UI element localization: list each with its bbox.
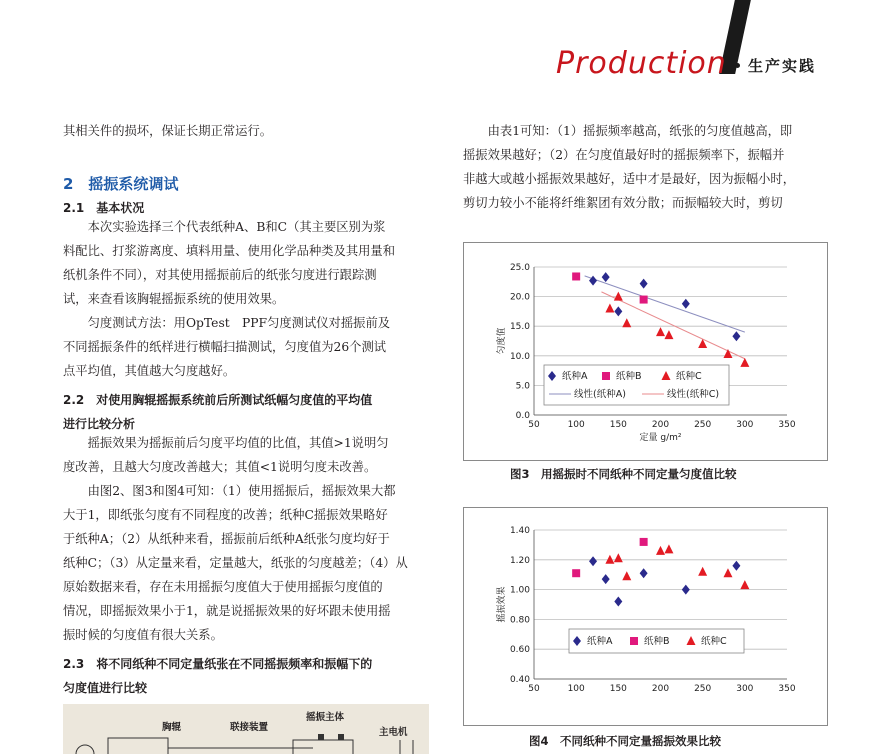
data-point (723, 568, 732, 577)
legend-marker (630, 637, 638, 645)
paragraph-line: 度改善，且越大匀度改善越大；其值<1说明匀度未改善。 (63, 460, 377, 474)
figure-3-caption: 图3 用摇振时不同纸种不同定量匀度值比较 (510, 467, 737, 481)
subsection-2-2-cont: 进行比较分析 (63, 417, 136, 431)
data-point (682, 299, 690, 309)
paragraph-line: 摇振效果为摇振前后匀度平均值的比值，其值>1说明匀 (63, 436, 389, 450)
x-tick-label: 150 (609, 420, 627, 430)
paragraph-line: 情况，即摇振效果小于1，就是说摇振效果的好坏跟未使用摇 (63, 604, 391, 618)
equipment-diagram (63, 704, 429, 754)
trendline (585, 276, 745, 332)
paragraph-line: 点平均值，其值越大匀度越好。 (63, 364, 236, 378)
paragraph-line: 大于1，即纸张匀度有不同程度的改善；纸种C摇振效果略好 (63, 508, 388, 522)
intro-line: 其相关件的损坏，保证长期正常运行。 (63, 124, 273, 138)
x-tick-label: 350 (778, 684, 796, 694)
legend-label: 线性(纸种C) (667, 389, 720, 400)
data-point (740, 358, 749, 367)
data-point (602, 574, 610, 584)
y-tick-label: 15.0 (509, 322, 530, 333)
paragraph-line: 振时候的匀度值有很大关系。 (63, 628, 223, 642)
paragraph-line: 摇振效果越好；（2）在匀度值最好时的摇振频率下，振幅并 (463, 148, 785, 162)
paragraph-line: 料配比、打浆游离度、填料用量、使用化学品种类及其用量和 (63, 244, 396, 258)
subsection-2-3-cont: 匀度值进行比较 (63, 681, 148, 695)
paragraph-line: 纸种C；（3）从定量来看，定量越大，纸张的匀度越差；（4）从 (63, 556, 408, 570)
paragraph-line: 剪切力较小不能将纤维絮团有效分散；而振幅较大时，剪切 (463, 196, 783, 210)
x-tick-label: 50 (528, 684, 540, 694)
y-tick-label: 20.0 (509, 292, 530, 303)
data-point (656, 327, 665, 336)
paragraph-line: 非越大或越小摇振效果越好，适中才是最好，因为振幅小时， (463, 172, 796, 186)
x-tick-label: 250 (694, 684, 712, 694)
data-point (622, 318, 631, 327)
data-point (640, 296, 648, 304)
x-tick-label: 250 (694, 420, 712, 430)
data-point (640, 568, 648, 578)
data-point (732, 331, 740, 341)
y-tick-label: 1.20 (509, 555, 530, 566)
legend-label: 纸种A (562, 371, 588, 382)
legend-label: 纸种A (587, 636, 613, 647)
diagram-label-motor: 主电机 (379, 727, 408, 738)
legend-label: 纸种B (616, 371, 642, 382)
y-tick-label: 0.60 (509, 645, 530, 656)
diagram-label-breast-roll: 胸辊 (162, 722, 182, 733)
y-axis-label: 匀度值 (497, 327, 507, 355)
data-point (614, 597, 622, 607)
data-point (698, 567, 707, 576)
y-tick-label: 0.0 (515, 411, 530, 421)
subsection-2-3: 2.3 将不同纸种不同定量纸张在不同摇振频率和振幅下的 (63, 657, 373, 671)
trendline (601, 292, 744, 359)
subsection-2-2: 2.2 对使用胸辊摇振系统前后所测试纸幅匀度值的平均值 (63, 393, 373, 407)
data-point (664, 544, 673, 553)
legend-marker (602, 372, 610, 380)
paragraph-line: 于纸种A；（2）从纸种来看，摇振前后纸种A纸张匀度均好于 (63, 532, 390, 546)
section-heading: 2 摇振系统调试 (63, 175, 179, 193)
data-point (605, 555, 614, 564)
y-tick-label: 25.0 (509, 263, 530, 273)
paragraph-line: 匀度测试方法：用OpTest PPF匀度测试仪对摇振前及 (63, 316, 391, 330)
data-point (572, 569, 580, 577)
y-tick-label: 5.0 (515, 381, 530, 392)
diagram-label-shake-body: 摇振主体 (306, 712, 345, 723)
figure-4-frame (463, 507, 828, 726)
data-point (614, 292, 623, 301)
y-tick-label: 0.40 (509, 675, 530, 685)
x-tick-label: 200 (651, 420, 670, 430)
paragraph-line: 由图2、图3和图4可知：（1）使用摇振后，摇振效果大都 (63, 484, 396, 498)
legend-label: 纸种B (644, 636, 670, 647)
paragraph-line: 由表1可知：（1）摇振频率越高，纸张的匀度值越高，即 (463, 124, 793, 138)
data-point (622, 571, 631, 580)
header-dot (735, 63, 740, 68)
data-point (740, 580, 749, 589)
data-point (664, 330, 673, 339)
legend-label: 纸种C (701, 636, 727, 647)
legend-label: 线性(纸种A) (574, 389, 626, 400)
figure-4-caption: 图4 不同纸种不同定量摇振效果比较 (529, 734, 721, 748)
paragraph-line: 不同摇振条件的纸样进行横幅扫描测试，匀度值为26个测试 (63, 340, 387, 354)
data-point (640, 279, 648, 289)
x-tick-label: 100 (567, 420, 585, 430)
data-point (656, 546, 665, 555)
data-point (732, 561, 740, 571)
figure-3-frame (463, 242, 828, 461)
x-tick-label: 350 (778, 420, 796, 430)
x-tick-label: 100 (567, 684, 585, 694)
header-section: 生产实践 (748, 57, 817, 75)
x-tick-label: 300 (736, 420, 754, 430)
y-axis-label: 摇振效果 (497, 586, 507, 623)
subsection-2-1: 2.1 基本状况 (63, 201, 145, 215)
data-point (614, 306, 622, 316)
data-point (682, 585, 690, 595)
paragraph-line: 试，来查看该胸辊摇振系统的使用效果。 (63, 292, 285, 306)
paragraph-line: 本次实验选择三个代表纸种A、B和C（其主要区别为浆 (63, 220, 386, 234)
x-tick-label: 150 (609, 684, 627, 694)
figure-4-chart (464, 508, 827, 725)
data-point (605, 303, 614, 312)
y-tick-label: 1.00 (509, 585, 530, 596)
y-tick-label: 1.40 (509, 526, 530, 536)
paragraph-line: 纸机条件不同），对其使用摇振前后的纸张匀度进行跟踪测 (63, 268, 377, 282)
y-tick-label: 10.0 (509, 351, 530, 362)
data-point (640, 538, 648, 546)
legend-label: 纸种C (676, 371, 702, 382)
data-point (602, 272, 610, 282)
data-point (572, 272, 580, 280)
paragraph-line: 原始数据来看，存在未用摇振匀度值大于使用摇振匀度值的 (63, 580, 383, 594)
x-tick-label: 50 (528, 420, 540, 430)
data-point (614, 553, 623, 562)
x-tick-label: 200 (651, 684, 670, 694)
header-production: Production (556, 46, 727, 81)
figure-3-chart (464, 243, 827, 460)
data-point (589, 276, 597, 286)
diagram-label-coupling: 联接装置 (230, 722, 269, 733)
data-point (589, 556, 597, 566)
x-axis-label: 定量 g/m² (639, 433, 682, 443)
y-tick-label: 0.80 (509, 615, 530, 626)
diagram-drawing (63, 704, 429, 754)
x-tick-label: 300 (736, 684, 754, 694)
data-point (723, 349, 732, 358)
